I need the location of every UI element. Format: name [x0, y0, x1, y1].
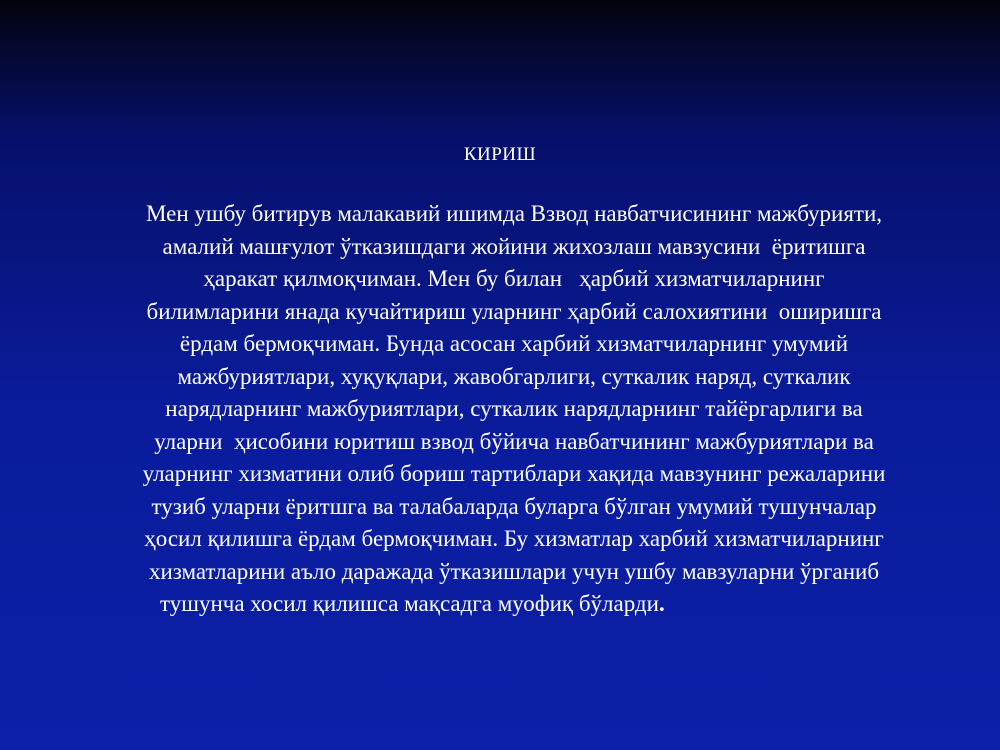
body-line: ҳосил қилишга ёрдам бермоқчиман. Бу хизматлар харбий хизматчиларнинг — [144, 526, 884, 551]
body-line-text: тушунча хосил қилишса мақсадга муофиқ бўларди — [160, 591, 659, 616]
body-line: хизматларини аъло даражада ўтказишлари учун ушбу мавзуларни ўрганиб — [148, 558, 880, 584]
slide-body — [52, 198, 976, 621]
body-line: билимларини янада кучайтириш уларнинг ҳарбий салохиятини оширишга — [146, 298, 882, 324]
body-line: уларни ҳисобини юритиш взвод бўйича навбатчининг мажбуриятлари ва — [154, 428, 874, 454]
body-line: нарядларнинг мажбуриятлари, суткалик нарядларнинг тайёргарлиги ва — [165, 396, 863, 421]
body-line: мажбуриятлари, хуқуқлари, жавобгарлиги, суткалик наряд, суткалик — [177, 363, 851, 389]
body-line: Мен ушбу битирув малакавий ишимда Взвод навбатчисининг мажбурияти, — [145, 201, 883, 226]
body-line: уларнинг хизматини олиб бориш тартиблари хақида мавзунинг режаларини — [142, 461, 886, 486]
body-line: тузиб уларни ёритшга ва талабаларда буларга бўлган умумий тушунчалар — [151, 493, 877, 519]
body-line: амалий машғулот ўтказишдаги жойини жихозлаш мавзусини ёритишга — [162, 233, 866, 259]
body-line: ёрдам бермоқчиман. Бунда асосан харбий хизматчиларнинг умумий — [179, 331, 849, 356]
slide-title: КИРИШ — [463, 144, 537, 165]
final-period: . — [658, 591, 665, 616]
body-line: ҳаракат қилмоқчиман. Мен бу билан ҳарбий хизматчиларнинг — [203, 266, 825, 291]
body-line-last — [52, 588, 976, 621]
